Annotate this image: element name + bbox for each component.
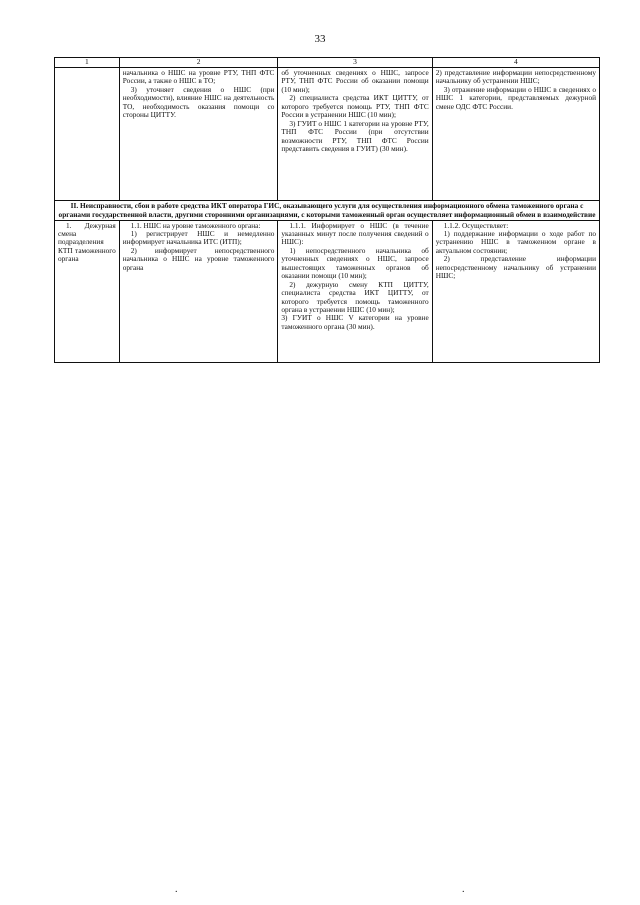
section-title: II. Неисправности, сбои в работе средства ИКТ оператора ГИС, оказывающего услуги для осуществления информационного обмена таможенного органа с органами государственной власти, другими сторонними организациями, с которыми таможенный орган осуществляет информационный обмен в взаимодействие (55, 201, 600, 221)
paragraph: 1) регистрирует НШС и немедленно информирует начальника ИТС (ИТП); (122, 228, 275, 247)
paragraph: 1.1.2. Осуществляет: (443, 220, 509, 230)
paragraph: 3) уточняет сведения о НШС (при необходимости), влияние НШС на деятельность ТО, необходимость оказания помощи со стороны ЦИТТУ. (122, 84, 275, 120)
footer-mark: . (175, 884, 178, 895)
cell-row1-col1 (55, 220, 120, 362)
cell-continued-col2 (119, 68, 278, 201)
paragraph: 2) дежурную смену КТП ЦИТТУ, специалиста средства ИКТ ЦИТТУ, от которого требуется помощь таможенного органа в устранении НШС (10 мин); (281, 279, 429, 315)
procedure-table (54, 57, 600, 363)
header-col-2: 2 (119, 58, 278, 68)
cell-row1-col3 (278, 220, 432, 362)
header-col-4: 4 (432, 58, 599, 68)
page-number: 33 (314, 33, 326, 45)
cell-row1-col2 (119, 220, 278, 362)
paragraph: об уточненных сведениях о НШС, запросе РТУ, ТНП ФТС России об оказании помощи (10 мин); (281, 68, 429, 94)
cell-row1-col4 (432, 220, 599, 362)
section-heading-row (55, 201, 600, 221)
footer-mark: . (462, 884, 465, 895)
paragraph: 3) ГУИТ о НШС V категории на уровне таможенного органа (30 мин). (281, 313, 429, 331)
cell-continued-col1 (55, 68, 120, 201)
header-col-3: 3 (278, 58, 432, 68)
paragraph: 2) специалиста средства ИКТ ЦИТТУ, от которого требуется помощь РТУ, ТНП ФТС России в устранении НШС (10 мин); (281, 93, 429, 120)
table-header-row (55, 58, 600, 68)
paragraph: 1) непосредственного начальника об уточненных сведениях о НШС, запросе вышестоящих таможенных органов об оказании помощи (10 мин); (281, 245, 429, 281)
paragraph: 2) информирует непосредственного начальника о НШС на уровне таможенного органа (122, 245, 275, 272)
paragraph: начальника о НШС на уровне РТУ, ТНП ФТС России, а также о НШС в ТО; (122, 68, 275, 86)
paragraph: 1.1.1. Информирует о НШС (в течение указанных минут после получения сведений о НШС): (281, 220, 429, 247)
table-row-continued (55, 68, 600, 201)
paragraph: 2) представление информации непосредственному начальнику об устранении НШС; (435, 254, 596, 281)
responsible-party: 1. Дежурная смена подразделения КТП таможенного органа (58, 220, 116, 264)
cell-continued-col4 (432, 68, 599, 201)
paragraph: 1) поддержание информации о ходе работ по устранению НШС в таможенном органе в актуальном состоянии; (435, 228, 596, 255)
paragraph: 2) представление информации непосредственному начальнику об устранении НШС; (435, 68, 596, 86)
paragraph: 3) ГУИТ о НШС 1 категории на уровне РТУ, ТНП ФТС России (при отсутствии возможности РТУ, ТНП ФТС России представить сведения в ГУИТ) (30 мин). (281, 118, 429, 154)
table-row (55, 220, 600, 362)
paragraph: 3) отражение информации о НШС в сведениях о НШС 1 категории, представляемых дежурной смене ОДС ФТС России. (435, 84, 596, 111)
paragraph: 1.1. НШС на уровне таможенного органа: (130, 220, 261, 230)
header-col-1: 1 (55, 58, 120, 68)
cell-continued-col3 (278, 68, 432, 201)
